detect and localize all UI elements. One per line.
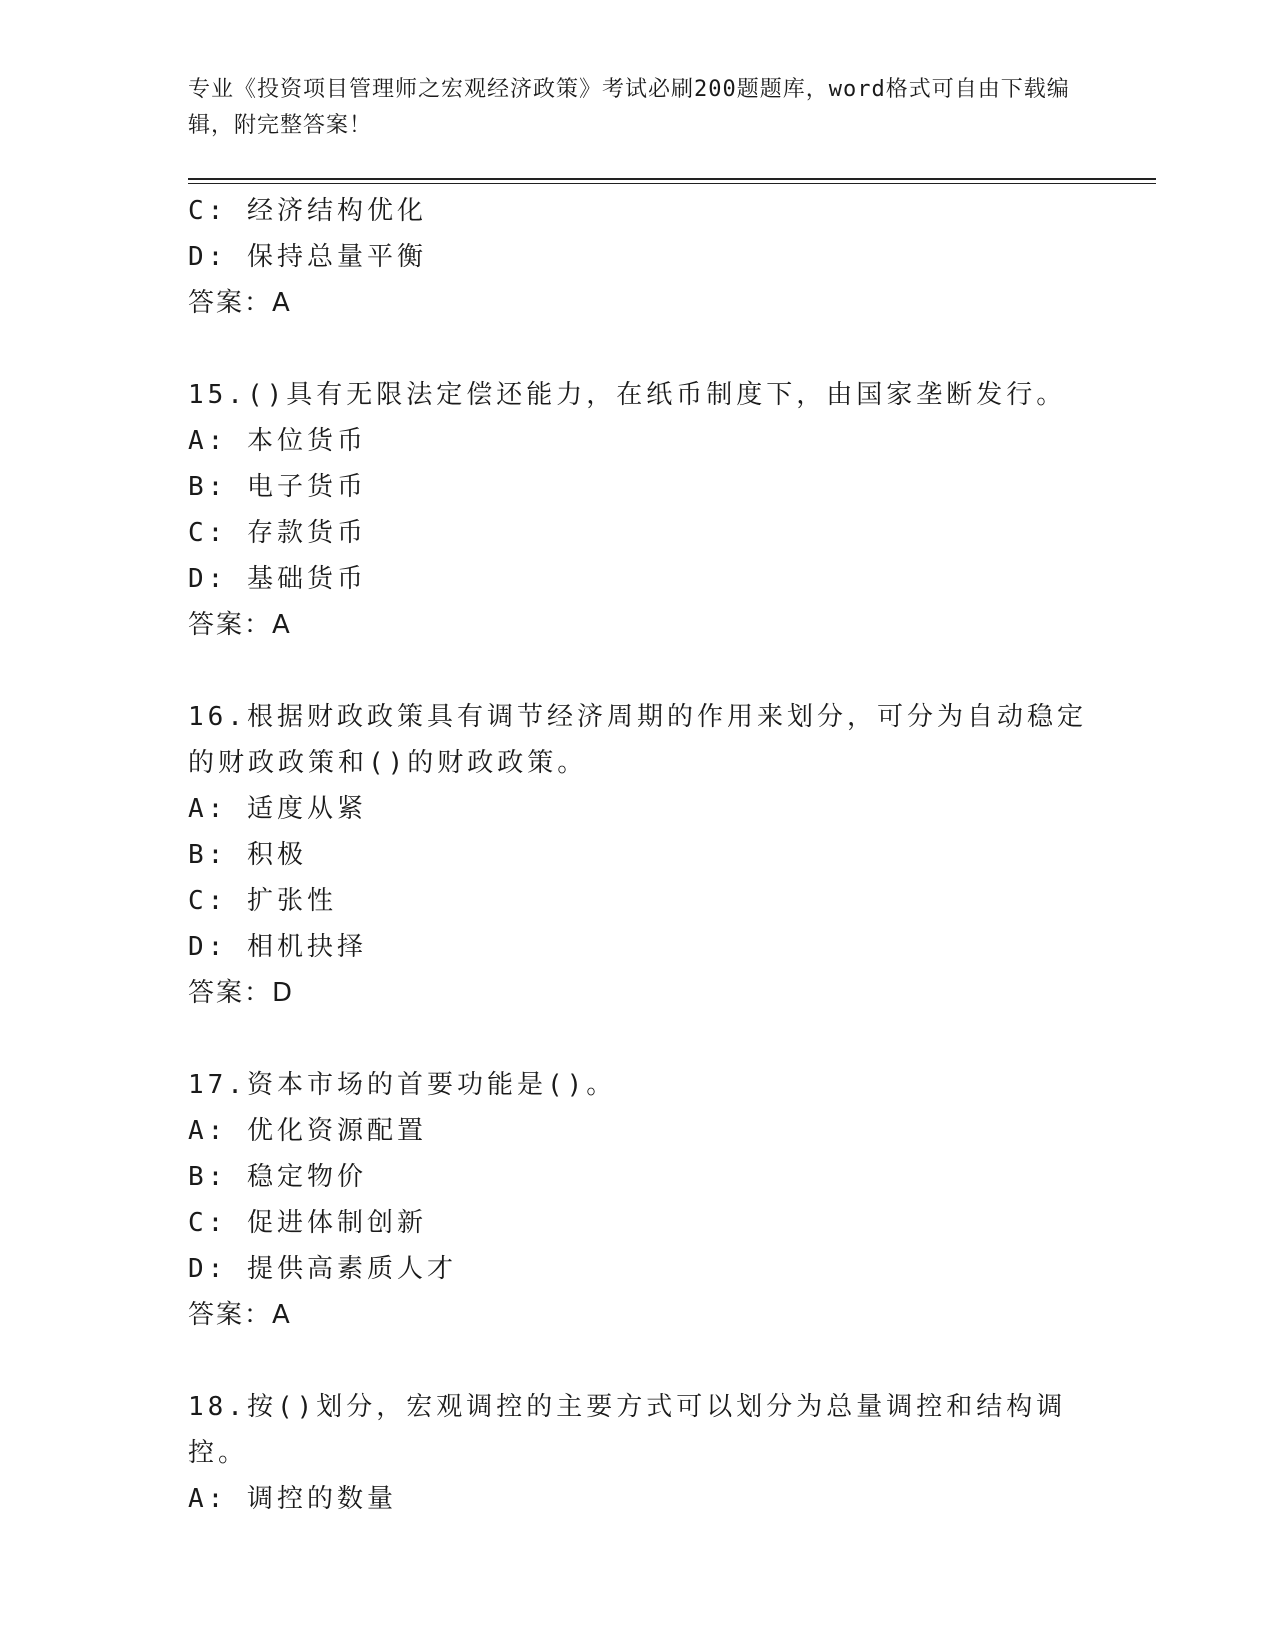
option-b: B: 电子货币 [188, 472, 367, 502]
answer-line: 答案：A [188, 610, 292, 640]
option-a: A: 调控的数量 [188, 1484, 397, 1514]
header-divider-thick [188, 178, 1156, 180]
option-b: B: 积极 [188, 840, 307, 870]
question-content [188, 188, 1088, 1522]
question-18 [188, 1384, 1088, 1522]
option-d: D: 相机抉择 [188, 932, 367, 962]
question-stem: 18.按()划分，宏观调控的主要方式可以划分为总量调控和结构调控。 [188, 1392, 1067, 1468]
option-d: D: 提供高素质人才 [188, 1254, 457, 1284]
spacer [188, 326, 1088, 372]
question-14-continued [188, 188, 1088, 326]
answer-line: 答案：A [188, 288, 292, 318]
option-d: D: 基础货币 [188, 564, 367, 594]
question-stem: 17.资本市场的首要功能是()。 [188, 1070, 617, 1100]
header-divider-thin [188, 183, 1156, 184]
option-d: D: 保持总量平衡 [188, 242, 427, 272]
spacer [188, 648, 1088, 694]
answer-line: 答案：A [188, 1300, 292, 1330]
question-stem: 15.()具有无限法定偿还能力，在纸币制度下，由国家垄断发行。 [188, 380, 1067, 410]
spacer [188, 1338, 1088, 1384]
option-c: C: 存款货币 [188, 518, 367, 548]
option-a: A: 优化资源配置 [188, 1116, 427, 1146]
option-a: A: 本位货币 [188, 426, 367, 456]
option-c: C: 扩张性 [188, 886, 337, 916]
question-15 [188, 372, 1088, 648]
option-a: A: 适度从紧 [188, 794, 367, 824]
question-stem: 16.根据财政政策具有调节经济周期的作用来划分，可分为自动稳定的财政政策和()的财政政策。 [188, 702, 1087, 778]
answer-line: 答案：D [188, 978, 295, 1008]
question-17 [188, 1062, 1088, 1338]
option-c: C: 促进体制创新 [188, 1208, 427, 1238]
spacer [188, 1016, 1088, 1062]
question-16 [188, 694, 1088, 1016]
option-c: C: 经济结构优化 [188, 196, 427, 226]
option-b: B: 稳定物价 [188, 1162, 367, 1192]
document-header-description: 专业《投资项目管理师之宏观经济政策》考试必刷200题题库，word格式可自由下载编辑，附完整答案！ [188, 77, 1070, 138]
